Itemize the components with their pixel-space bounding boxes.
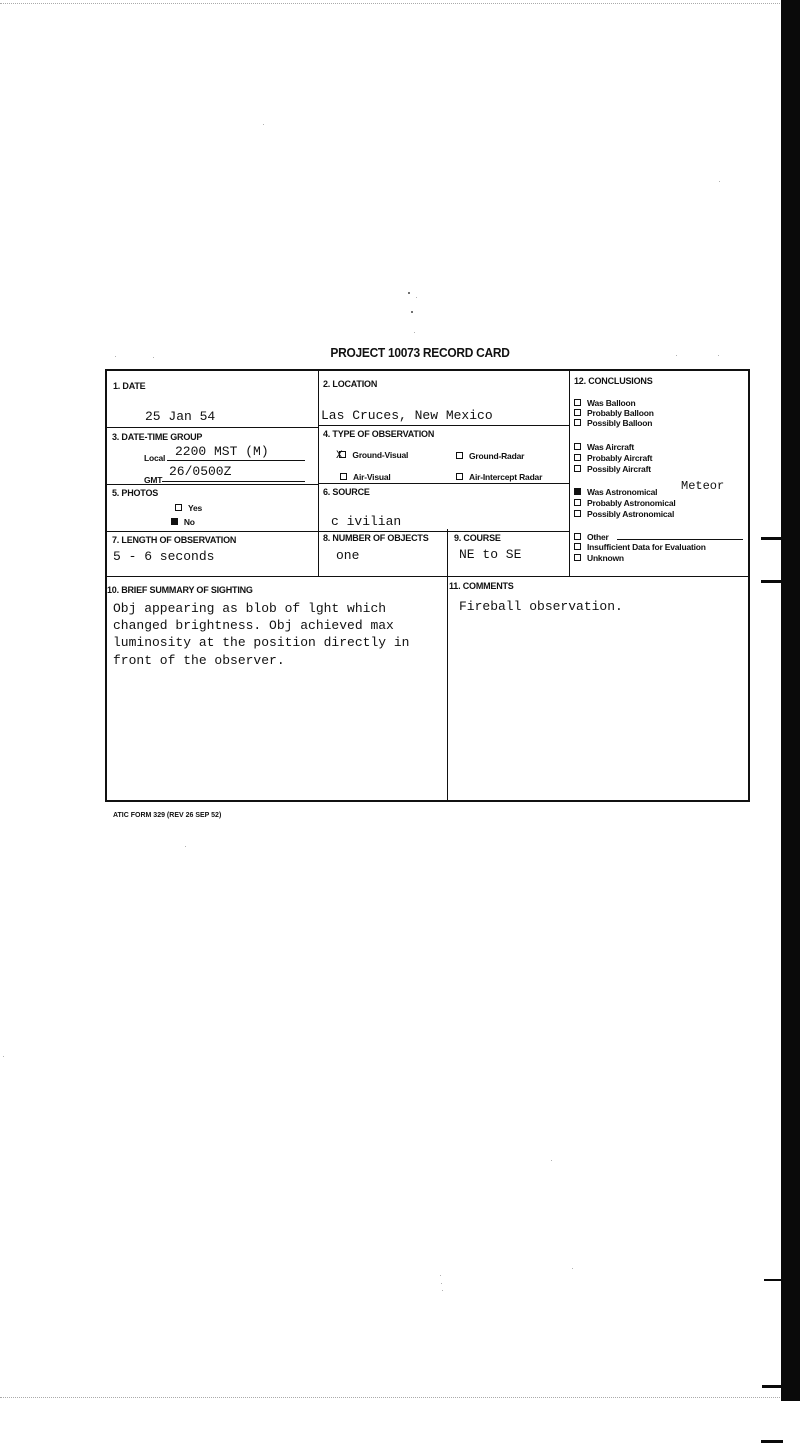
location-label: 2. LOCATION (323, 379, 378, 389)
divider (569, 371, 570, 577)
scan-edge-tick (764, 1279, 782, 1281)
scan-speck (411, 311, 413, 313)
course-label: 9. COURSE (454, 533, 501, 543)
option-label: Was Astronomical (587, 487, 658, 497)
option-label: Probably Aircraft (587, 453, 653, 463)
checkbox-icon (456, 473, 463, 480)
option-label: Probably Balloon (587, 408, 654, 418)
option-was-aircraft[interactable] (574, 442, 634, 452)
scan-speck (185, 846, 186, 847)
scan-speck (416, 297, 417, 298)
scan-edge-tick (761, 580, 783, 583)
ground-visual-mark: X (336, 450, 343, 462)
scan-speck (414, 332, 415, 333)
option-ground-visual[interactable] (336, 450, 409, 462)
checkbox-icon (574, 554, 581, 561)
checkbox-icon (574, 499, 581, 506)
record-card (105, 369, 750, 802)
option-label: Probably Astronomical (587, 498, 676, 508)
divider (318, 425, 569, 426)
scan-speck (551, 1160, 552, 1161)
option-other[interactable] (574, 532, 609, 542)
summary-line: Obj appearing as blob of lght which (113, 601, 387, 616)
scan-edge-tick (762, 1385, 782, 1388)
summary-label: 10. BRIEF SUMMARY OF SIGHTING (107, 585, 253, 595)
other-underline (617, 539, 743, 540)
divider (107, 484, 318, 485)
card-title: PROJECT 10073 RECORD CARD (330, 345, 510, 360)
scan-speck (442, 1290, 443, 1291)
option-label: Yes (188, 503, 203, 513)
gmt-underline (162, 481, 305, 482)
option-possibly-astronomical[interactable] (574, 509, 674, 519)
scan-edge-bar (781, 0, 800, 1401)
option-label: Ground-Visual (352, 450, 409, 460)
number-of-objects-value: one (336, 548, 360, 563)
summary-line: front of the observer. (113, 653, 285, 668)
divider (107, 531, 569, 532)
scan-speck (719, 181, 720, 182)
scan-speck (408, 292, 410, 294)
local-underline (167, 460, 305, 461)
local-label: Local (144, 453, 166, 463)
divider (318, 483, 569, 484)
source-label: 6. SOURCE (323, 487, 370, 497)
summary-line: luminosity at the position directly in (113, 635, 410, 650)
comments-value: Fireball observation. (459, 599, 623, 614)
checkbox-icon (175, 504, 182, 511)
option-label: Insufficient Data for Evaluation (587, 542, 706, 552)
option-label: Possibly Astronomical (587, 509, 675, 519)
checkbox-icon (574, 465, 581, 472)
scan-speck (572, 1268, 573, 1269)
checkbox-icon (574, 454, 581, 461)
scan-edge-top (0, 3, 780, 4)
option-photos-no[interactable] (171, 517, 195, 529)
checkbox-icon (574, 399, 581, 406)
divider (318, 371, 319, 577)
divider (447, 529, 448, 802)
astronomical-note: Meteor (681, 479, 725, 493)
location-value: Las Cruces, New Mexico (321, 408, 493, 423)
divider (107, 427, 318, 428)
option-label: Unknown (587, 553, 624, 563)
checkbox-icon (574, 543, 581, 550)
option-probably-aircraft[interactable] (574, 453, 652, 463)
option-possibly-aircraft[interactable] (574, 464, 651, 474)
summary-line: changed brightness. Obj achieved max (113, 618, 394, 633)
comments-label: 11. COMMENTS (449, 581, 514, 591)
checkbox-icon (340, 473, 347, 480)
option-label: Was Aircraft (587, 442, 635, 452)
divider (107, 576, 750, 577)
checkbox-icon (574, 419, 581, 426)
option-label: Ground-Radar (469, 451, 525, 461)
option-unknown[interactable] (574, 553, 624, 563)
option-label: Possibly Aircraft (587, 464, 651, 474)
option-photos-yes[interactable] (175, 503, 202, 513)
option-air-visual[interactable] (340, 472, 391, 482)
option-was-balloon[interactable] (574, 398, 636, 408)
option-probably-astronomical[interactable] (574, 498, 676, 508)
option-label: Air-Intercept Radar (469, 472, 543, 482)
conclusions-label: 12. CONCLUSIONS (574, 376, 653, 386)
option-label: Other (587, 532, 609, 542)
option-possibly-balloon[interactable] (574, 418, 652, 428)
scan-speck (263, 124, 264, 125)
length-value: 5 - 6 seconds (113, 549, 215, 564)
date-label: 1. DATE (113, 381, 146, 391)
option-probably-balloon[interactable] (574, 408, 654, 418)
option-label: Was Balloon (587, 398, 636, 408)
option-was-astronomical[interactable] (574, 487, 657, 497)
scan-speck (440, 1275, 441, 1276)
gmt-label: GMT (144, 475, 163, 485)
scan-edge-bottom (0, 1397, 780, 1398)
option-insufficient-data[interactable] (574, 542, 706, 552)
option-label: No (183, 517, 195, 527)
length-label: 7. LENGTH OF OBSERVATION (112, 535, 237, 545)
scan-edge-tick (762, 537, 782, 540)
form-number: ATIC FORM 329 (REV 26 SEP 52) (113, 812, 222, 819)
checkbox-icon (339, 451, 346, 458)
option-ground-radar[interactable] (456, 451, 524, 461)
scan-speck (441, 1283, 442, 1284)
checkbox-icon (574, 533, 581, 540)
option-air-intercept-radar[interactable] (456, 472, 542, 482)
local-time-value: 2200 MST (M) (175, 444, 269, 459)
datetime-group-label: 3. DATE-TIME GROUP (112, 432, 203, 442)
gmt-time-value: 26/0500Z (169, 464, 232, 479)
scan-speck (3, 1056, 4, 1057)
option-label: Possibly Balloon (587, 418, 653, 428)
source-value: c ivilian (331, 514, 402, 529)
photos-label: 5. PHOTOS (112, 488, 159, 498)
checkbox-icon (574, 443, 581, 450)
option-label: Air-Visual (353, 472, 391, 482)
checkbox-icon (574, 409, 581, 416)
number-of-objects-label: 8. NUMBER OF OBJECTS (323, 533, 429, 543)
checkbox-icon (574, 510, 581, 517)
course-value: NE to SE (459, 547, 522, 562)
date-value: 25 Jan 54 (145, 409, 216, 424)
checkbox-icon (171, 518, 178, 525)
checkbox-icon (456, 452, 463, 459)
observation-type-label: 4. TYPE OF OBSERVATION (323, 429, 435, 439)
checkbox-icon (574, 488, 581, 495)
